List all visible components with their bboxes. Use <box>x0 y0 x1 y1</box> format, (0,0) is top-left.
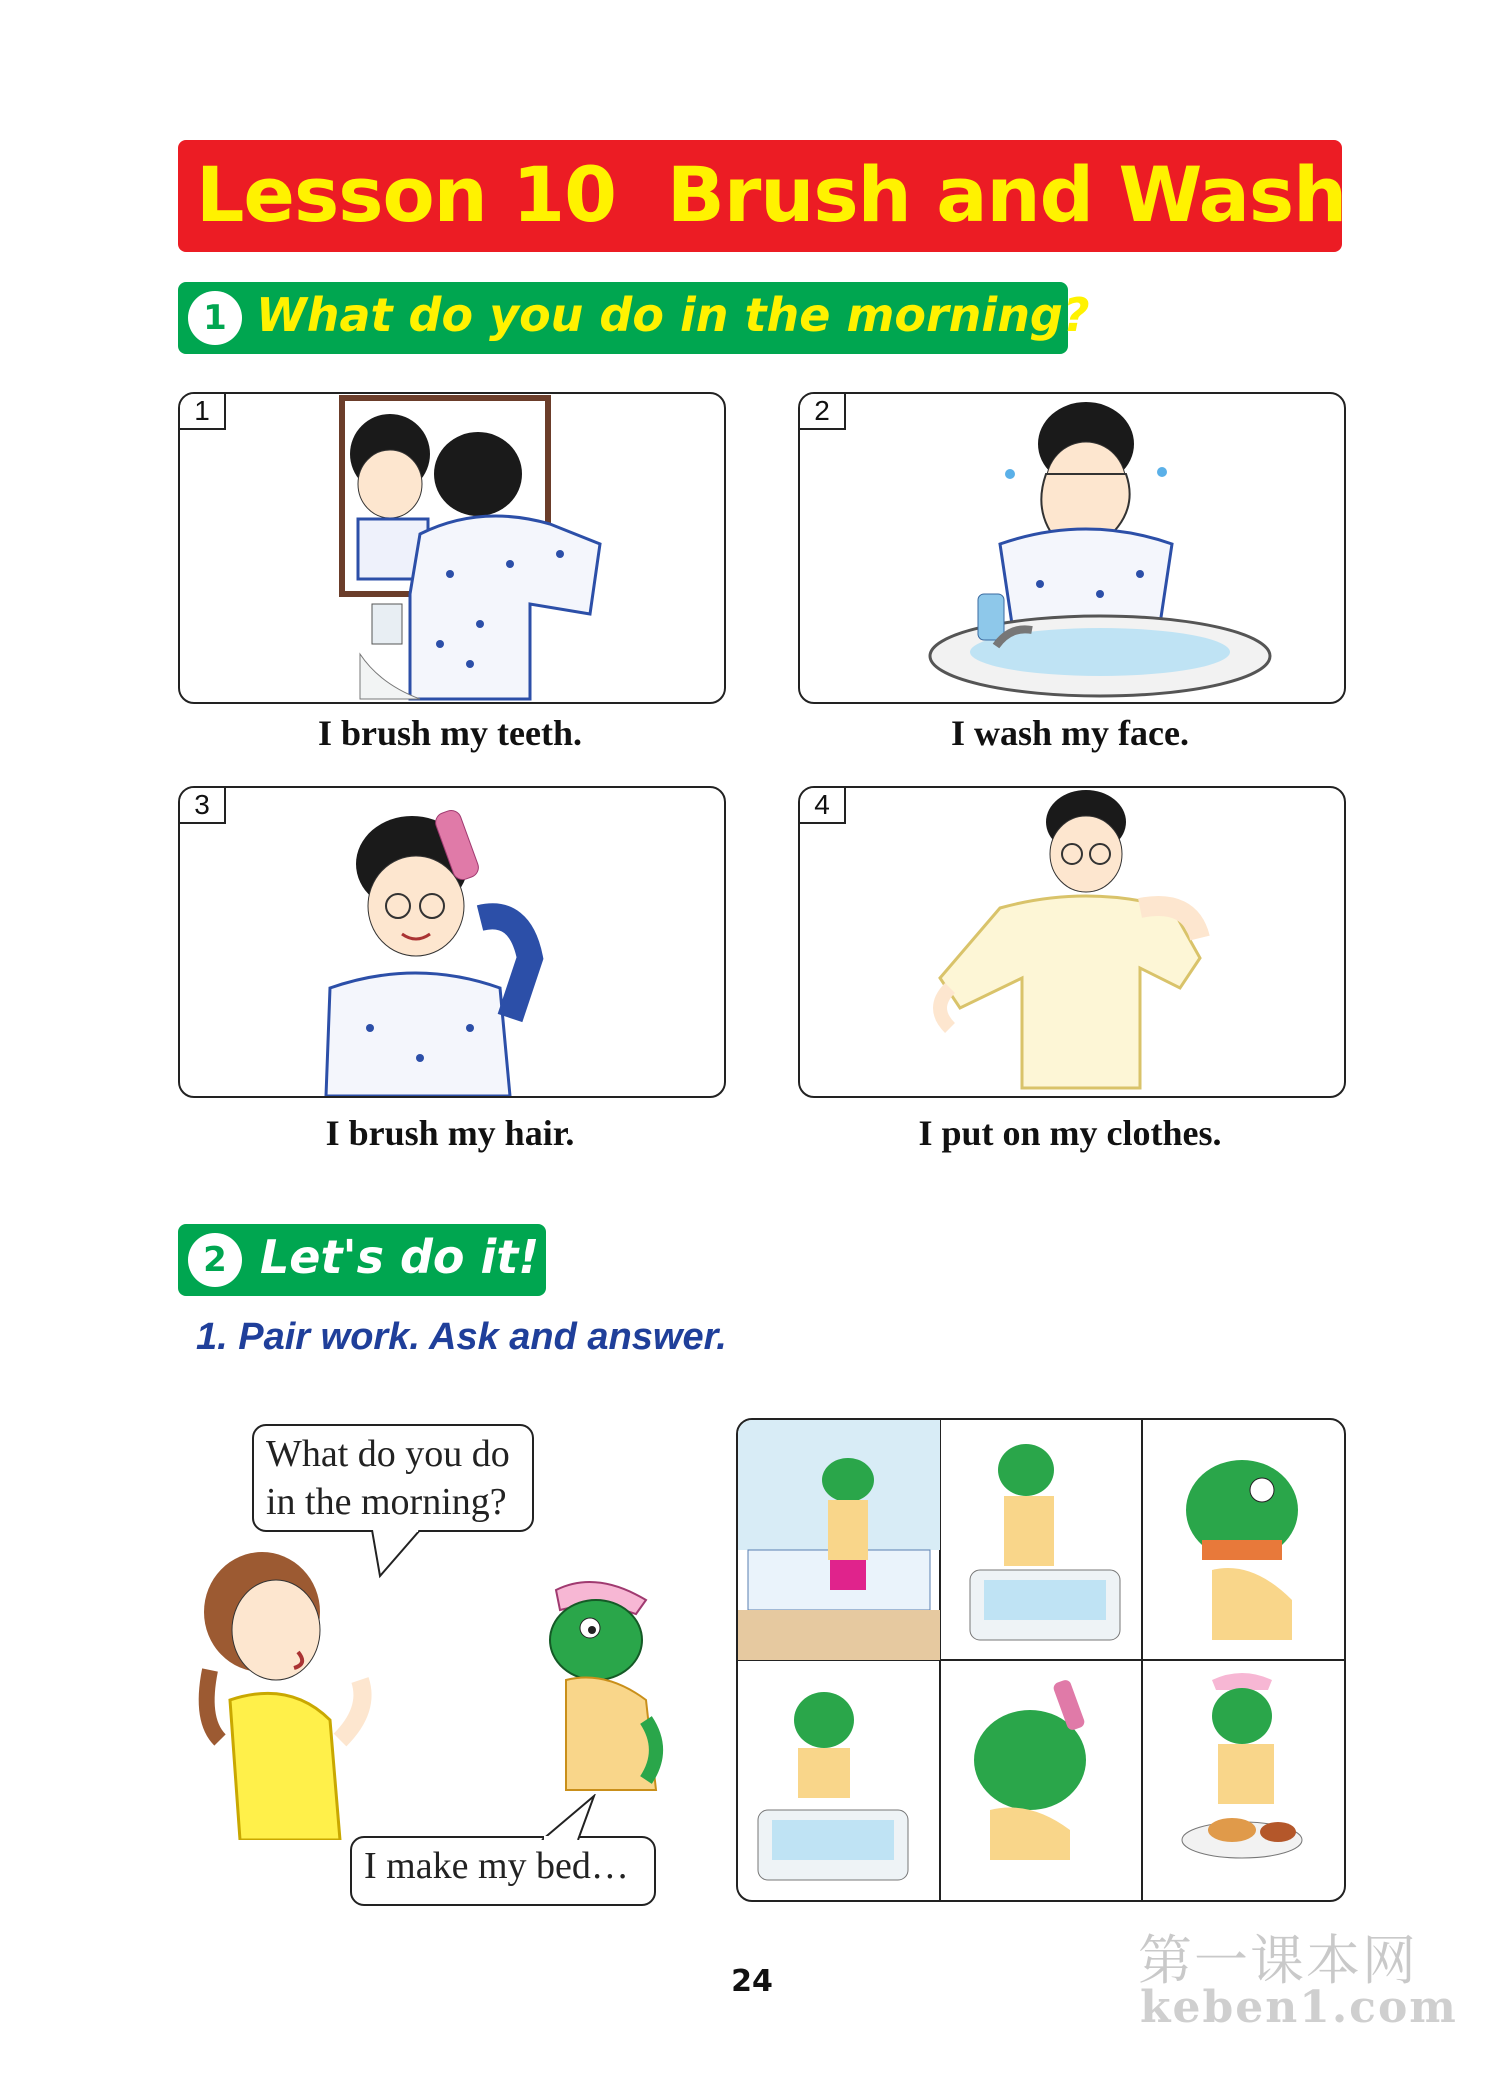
panel-number: 4 <box>800 788 846 824</box>
dinosaur-icon <box>536 1570 666 1810</box>
boy-brushing-hair-icon <box>180 788 724 1096</box>
boy-brushing-teeth-icon <box>180 394 724 702</box>
picture-panel-1 <box>178 392 726 704</box>
dinosaur-brush-hair-icon <box>940 1660 1142 1900</box>
girl-icon <box>190 1540 390 1840</box>
pair-work-instruction: 1. Pair work. Ask and answer. <box>196 1316 727 1358</box>
panel-number: 2 <box>800 394 846 430</box>
panel-number: 1 <box>180 394 226 430</box>
section-1-number: 1 <box>188 291 242 345</box>
picture-panel-2 <box>798 392 1346 704</box>
grid-cell-wash-hands <box>940 1420 1142 1660</box>
lesson-title: Lesson 10 Brush and Wash <box>196 150 1347 239</box>
watermark-site: keben1.com <box>1140 1982 1458 2033</box>
watermark-chinese: 第一课本网 <box>1138 1929 1418 1992</box>
panel-3-caption: I brush my hair. <box>325 1113 575 1153</box>
boy-washing-face-icon <box>800 394 1344 702</box>
panel-4-caption: I put on my clothes. <box>918 1113 1222 1153</box>
dinosaur-brush-teeth-icon <box>1142 1420 1344 1660</box>
panel-number: 3 <box>180 788 226 824</box>
morning-routine-grid <box>736 1418 1346 1902</box>
section-2-number: 2 <box>188 1233 242 1287</box>
dinosaur-eat-breakfast-icon <box>1142 1660 1344 1900</box>
grid-cell-brush-hair <box>940 1660 1142 1900</box>
picture-panel-3 <box>178 786 726 1098</box>
panel-2-caption: I wash my face. <box>951 713 1189 753</box>
dinosaur-wash-hands-icon <box>940 1420 1142 1660</box>
page-number: 24 <box>731 1964 773 1999</box>
answer-bubble <box>350 1836 656 1906</box>
grid-cell-brush-teeth <box>1142 1420 1344 1660</box>
question-line-1: What do you do <box>266 1433 510 1475</box>
grid-cell-eat-breakfast <box>1142 1660 1344 1900</box>
grid-cell-wash-face <box>738 1660 940 1900</box>
boy-putting-on-shirt-icon <box>800 788 1344 1096</box>
dinosaur-wash-face-icon <box>738 1660 940 1900</box>
picture-panel-4 <box>798 786 1346 1098</box>
section-1-heading: What do you do in the morning? <box>256 288 1090 342</box>
answer-text: I make my bed… <box>364 1845 629 1887</box>
dinosaur-make-bed-icon <box>738 1420 940 1660</box>
grid-cell-make-bed <box>738 1420 940 1660</box>
panel-1-caption: I brush my teeth. <box>317 713 582 753</box>
section-2-heading: Let's do it! <box>260 1230 540 1284</box>
answer-bubble-tail <box>532 1794 602 1840</box>
question-line-2: in the morning? <box>266 1481 507 1523</box>
question-bubble <box>252 1424 534 1532</box>
